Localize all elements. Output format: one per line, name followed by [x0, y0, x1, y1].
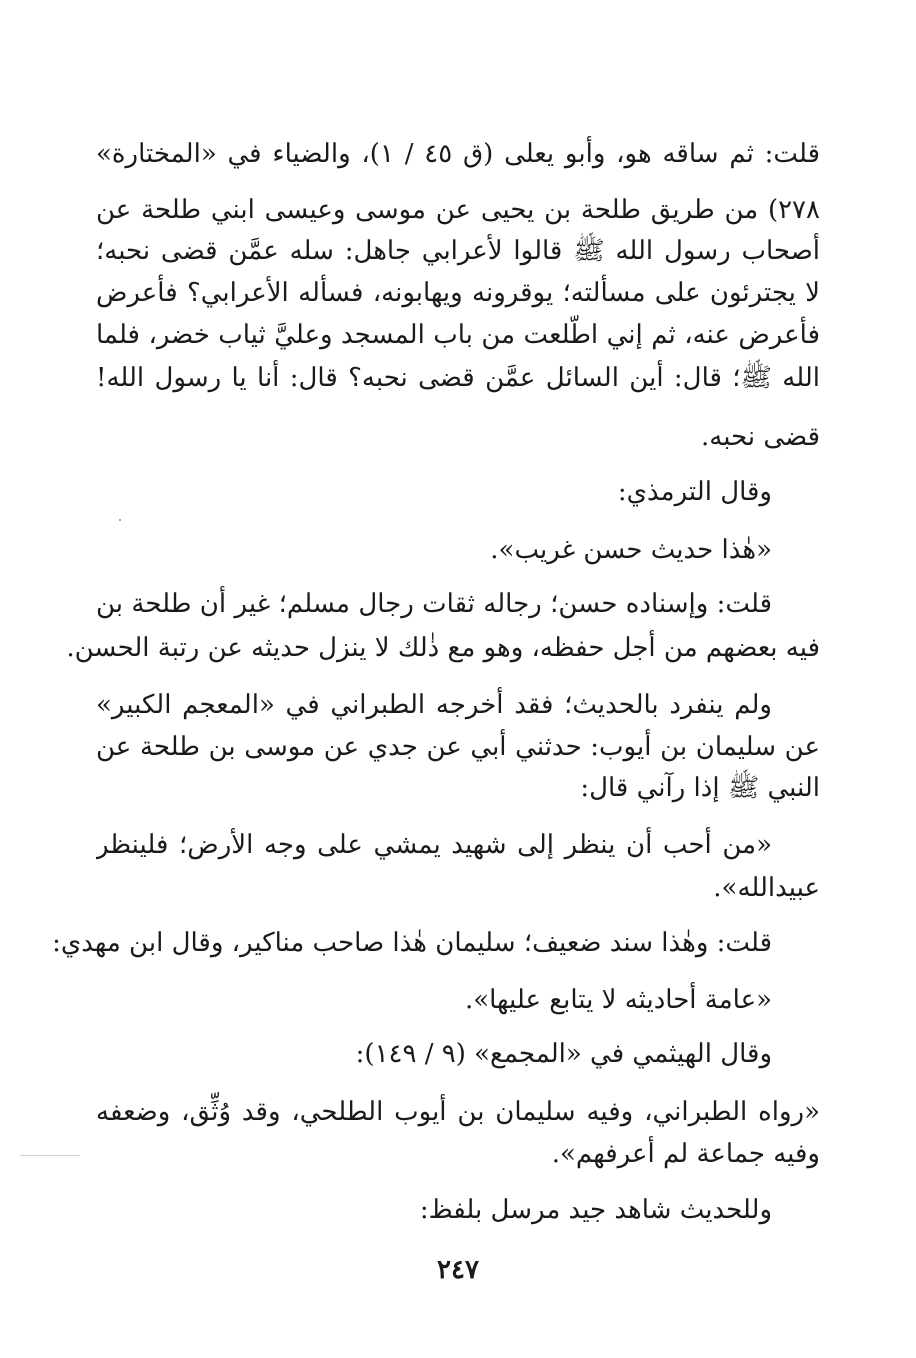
text-line: قضى نحبه.	[701, 422, 820, 452]
quote-line: «من أحب أن ينظر إلى شهيد يمشي على وجه الأرض؛ فلينظر	[96, 830, 772, 860]
text-line: لا يجترئون على مسألته؛ يوقرونه ويهابونه، فسأله الأعرابي؟ فأعرض	[96, 278, 820, 308]
text-line: عن سليمان بن أيوب: حدثني أبي عن جدي عن موسى بن طلحة عن	[96, 732, 820, 762]
text-line: فيه بعضهم من أجل حفظه، وهو مع ذٰلك لا ينزل حديثه عن رتبة الحسن.	[66, 633, 820, 663]
text-line: ٢٧٨) من طريق طلحة بن يحيى عن موسى وعيسى ابني طلحة عن	[96, 195, 820, 225]
text-line: وقال الهيثمي في «المجمع» (٩ / ١٤٩):	[355, 1039, 772, 1069]
text-line: وللحديث شاهد جيد مرسل بلفظ:	[419, 1195, 772, 1225]
quote-line: عبيدالله».	[713, 873, 820, 903]
text-line: فأعرض عنه، ثم إني اطَّلعت من باب المسجد وعليَّ ثياب خضر، فلما	[96, 320, 820, 350]
text-line: قلت: ثم ساقه هو، وأبو يعلى (ق ٤٥ / ١)، والضياء في «المختارة»	[96, 139, 820, 169]
page-number: ٢٤٧	[437, 1255, 479, 1285]
quote-line: وفيه جماعة لم أعرفهم».	[551, 1139, 820, 1169]
scan-gutter-line	[20, 1155, 80, 1156]
text-line: الله ﷺ؛ قال: أين السائل عمَّن قضى نحبه؟ قال: أنا يا رسول الله!	[96, 363, 820, 393]
text-line: قلت: وإسناده حسن؛ رجاله ثقات رجال مسلم؛ غير أن طلحة بن	[96, 589, 772, 619]
quote-line: «رواه الطبراني، وفيه سليمان بن أيوب الطلحي، وقد وُثِّق، وضعفه	[96, 1097, 820, 1127]
scan-speck	[119, 519, 121, 521]
text-line: وقال الترمذي:	[617, 477, 772, 507]
text-line: قلت: وهٰذا سند ضعيف؛ سليمان هٰذا صاحب مناكير، وقال ابن مهدي:	[52, 928, 772, 958]
text-line: النبي ﷺ إذا رآني قال:	[580, 773, 820, 803]
text-line: ولم ينفرد بالحديث؛ فقد أخرجه الطبراني في «المعجم الكبير»	[96, 690, 772, 720]
text-line: أصحاب رسول الله ﷺ قالوا لأعرابي جاهل: سله عمَّن قضى نحبه؛	[96, 236, 820, 266]
quote-line: «هٰذا حديث حسن غريب».	[490, 535, 772, 565]
quote-line: «عامة أحاديثه لا يتابع عليها».	[464, 985, 772, 1015]
